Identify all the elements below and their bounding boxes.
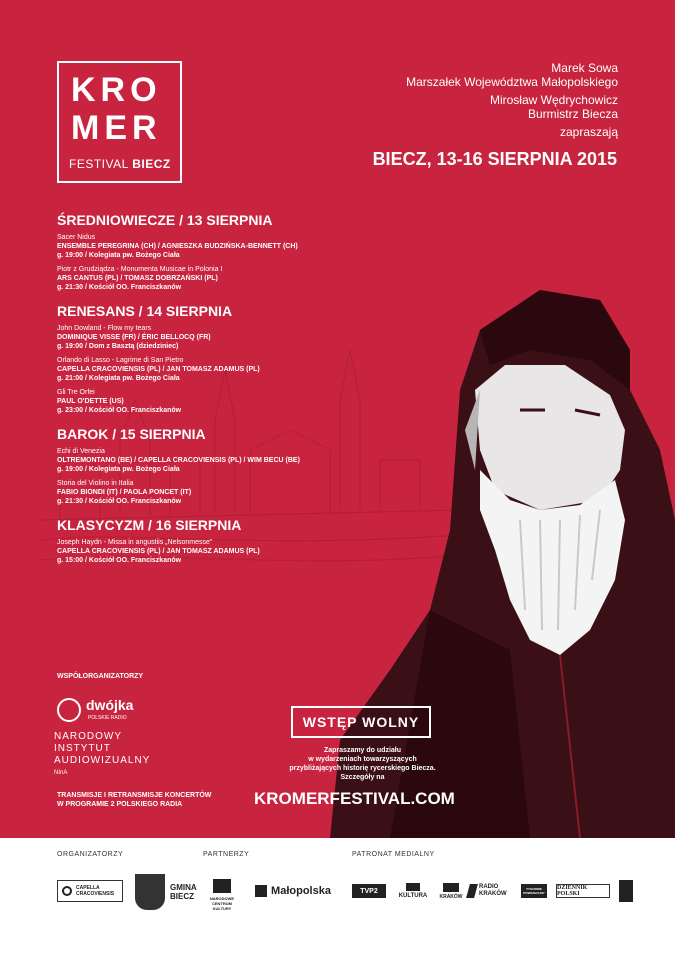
era-title: RENESANS / 14 SIERPNIA bbox=[57, 303, 233, 319]
capella-cracoviensis-logo bbox=[57, 880, 123, 902]
nina-line: NARODOWY bbox=[54, 731, 122, 742]
invite-line: w wydarzeniach towarzyszących bbox=[308, 756, 417, 763]
concert-item bbox=[57, 265, 347, 292]
gmina-text: BIECZ bbox=[170, 892, 194, 901]
events-invitation bbox=[275, 746, 450, 782]
free-entry-badge: WSTĘP WOLNY bbox=[291, 706, 431, 738]
nina-logo bbox=[54, 731, 150, 767]
media-label: PATRONAT MEDIALNY bbox=[352, 851, 435, 858]
concert-title: Echi di Venezia bbox=[57, 448, 105, 455]
nina-line: AUDIOWIZUALNY bbox=[54, 755, 151, 766]
host-invite: zapraszają bbox=[559, 125, 618, 139]
host-name-2: Mirosław Wędrychowicz bbox=[489, 93, 618, 107]
concert-item bbox=[57, 479, 347, 506]
nina-line: INSTYTUT bbox=[54, 743, 111, 754]
tygodnik-text: POWSZECHNY bbox=[523, 891, 545, 895]
host-role-1: Marszałek Województwa Małopolskiego bbox=[406, 75, 618, 89]
festival-dates: BIECZ, 13-16 SIERPNIA 2015 bbox=[372, 149, 617, 169]
dwojka-subtext: POLSKIE RADIO bbox=[88, 715, 127, 721]
gmina-text: GMINA bbox=[170, 883, 197, 892]
hosts-block bbox=[406, 61, 618, 139]
tygodnik-powszechny-logo bbox=[521, 884, 547, 898]
concert-item bbox=[57, 356, 347, 383]
ncc-icon bbox=[213, 879, 231, 893]
concert-performers: ENSEMBLE PEREGRINA (CH) / AGNIESZKA BUDZIŃSKA-BENNETT (CH) bbox=[57, 243, 298, 250]
concert-title: Sacer Nidus bbox=[57, 234, 96, 241]
malopolska-icon bbox=[255, 885, 267, 897]
tygodnik-text: TYGODNIK bbox=[526, 887, 542, 891]
logo-city-word: BIECZ bbox=[132, 157, 171, 171]
logo-line-2: MER bbox=[71, 109, 162, 147]
program bbox=[57, 211, 347, 575]
era-title: KLASYCYZM / 16 SIERPNIA bbox=[57, 517, 242, 533]
radio-krakow-text: KRAKÓW bbox=[479, 891, 507, 897]
dziennik-text: DZIENNIK POLSKI bbox=[557, 885, 588, 897]
partners-label: PARTNERZY bbox=[203, 851, 250, 858]
kromer-festival-logo bbox=[57, 61, 182, 183]
ncc-logo bbox=[207, 873, 237, 917]
invite-line: przybliżających historię rycerskiego Biecza. bbox=[289, 765, 436, 772]
concert-time: g. 19:00 / Dom z Basztą (dziedziniec) bbox=[57, 343, 179, 350]
concert-performers: CAPELLA CRACOVIENSIS (PL) / JAN TOMASZ ADAMUS (PL) bbox=[57, 366, 260, 373]
concert-title: Gli Tre Orfei bbox=[57, 389, 95, 396]
dziennik-polski-logo bbox=[556, 884, 610, 898]
concert-item bbox=[57, 388, 347, 415]
concert-performers: DOMINIQUE VISSE (FR) / ÉRIC BELLOCQ (FR) bbox=[57, 334, 211, 341]
gmina-biecz-logo bbox=[170, 880, 200, 904]
capella-text: CRACOVIENSIS bbox=[76, 891, 115, 897]
logo-line-1: KRO bbox=[71, 71, 162, 109]
concert-title: Joseph Haydn - Missa in angustiis „Nelsonmesse" bbox=[57, 539, 213, 546]
tvp-kultura-text: KULTURA bbox=[398, 893, 428, 899]
ncc-text: CENTRUM bbox=[212, 901, 232, 906]
tvp-krakow-icon bbox=[443, 883, 459, 892]
concert-time: g. 23:00 / Kościół OO. Franciszkanów bbox=[57, 407, 182, 414]
concert-time: g. 15:00 / Kościół OO. Franciszkanów bbox=[57, 557, 182, 564]
concert-item bbox=[57, 538, 347, 565]
concert-performers: OLTREMONTANO (BE) / CAPELLA CRACOVIENSIS (PL) / WIM BECU (BE) bbox=[57, 457, 300, 464]
era-title: BAROK / 15 SIERPNIA bbox=[57, 426, 206, 442]
tvp-kultura-logo bbox=[396, 880, 430, 902]
concert-time: g. 21:30 / Kościół OO. Franciszkanów bbox=[57, 498, 182, 505]
concert-performers: FABIO BIONDI (IT) / PAOLA PONCET (IT) bbox=[57, 489, 192, 496]
broadcast-line: W PROGRAMIE 2 POLSKIEGO RADIA bbox=[57, 801, 183, 808]
tvp-krakow-text: KRAKÓW bbox=[439, 893, 463, 900]
dwojka-icon bbox=[57, 698, 81, 722]
ncc-text: KULTURY bbox=[212, 906, 232, 911]
logo-festival-word: FESTIVAL bbox=[69, 157, 129, 171]
broadcast-line: TRANSMISJE I RETRANSMISJE KONCERTÓW bbox=[57, 792, 212, 799]
concert-item bbox=[57, 324, 347, 351]
organizers-label: ORGANIZATORZY bbox=[57, 851, 124, 858]
era-baroque bbox=[57, 425, 347, 506]
radio-krakow-text: RADIO bbox=[479, 884, 499, 890]
concert-performers: CAPELLA CRACOVIENSIS (PL) / JAN TOMASZ ADAMUS (PL) bbox=[57, 548, 260, 555]
era-title: ŚREDNIOWIECZE / 13 SIERPNIA bbox=[57, 212, 273, 228]
concert-time: g. 19:00 / Kolegiata pw. Bożego Ciała bbox=[57, 466, 180, 473]
website-link[interactable]: KROMERFESTIVAL.COM bbox=[254, 789, 455, 808]
concert-time: g. 21:00 / Kolegiata pw. Bożego Ciała bbox=[57, 375, 180, 382]
era-renaissance bbox=[57, 302, 347, 415]
nina-abbreviation: NInA bbox=[54, 770, 68, 776]
gmina-biecz-crest-icon bbox=[135, 874, 165, 910]
era-medieval bbox=[57, 211, 347, 292]
tvp2-text: TVP2 bbox=[360, 887, 378, 895]
era-classicism bbox=[57, 516, 347, 565]
invite-line: Zapraszamy do udziału bbox=[323, 747, 402, 754]
concert-time: g. 21:30 / Kościół OO. Franciszkanów bbox=[57, 284, 182, 291]
radio-krakow-icon bbox=[466, 884, 478, 898]
concert-title: Orlando di Lasso - Lagrime di San Pietro bbox=[57, 357, 184, 364]
host-name-1: Marek Sowa bbox=[551, 61, 618, 75]
media-patron-icon bbox=[619, 880, 633, 902]
host-role-2: Burmistrz Biecza bbox=[527, 107, 618, 121]
tvp2-logo bbox=[352, 884, 386, 898]
broadcast-note bbox=[57, 791, 211, 809]
invite-line: Szczegóły na bbox=[340, 774, 385, 781]
capella-icon bbox=[62, 886, 72, 896]
coorganizers-label: WSPÓŁORGANIZATORZY bbox=[57, 673, 144, 680]
dwojka-logo-text: dwójka bbox=[86, 697, 134, 713]
concert-title: Piotr z Grudziądza - Monumenta Musicae in Polonia I bbox=[57, 266, 223, 273]
capella-text: CAPELLA bbox=[76, 885, 100, 891]
concert-time: g. 19:00 / Kolegiata pw. Bożego Ciała bbox=[57, 252, 180, 259]
logo-subtitle bbox=[69, 157, 171, 171]
ncc-text: NARODOWE bbox=[209, 896, 235, 901]
concert-title: John Dowland - Flow my tears bbox=[57, 325, 152, 332]
tvp-kultura-icon bbox=[406, 883, 420, 891]
concert-performers: ARS CANTUS (PL) / TOMASZ DOBRZAŃSKI (PL) bbox=[57, 275, 218, 282]
tvp-krakow-logo bbox=[438, 880, 464, 902]
concert-title: Storia del Violino in Italia bbox=[57, 480, 134, 487]
concert-item bbox=[57, 447, 347, 474]
malopolska-logo bbox=[250, 883, 336, 899]
malopolska-text: Małopolska bbox=[271, 885, 331, 897]
radio-krakow-logo bbox=[468, 880, 514, 902]
concert-item bbox=[57, 233, 347, 260]
concert-performers: PAUL O'DETTE (US) bbox=[57, 398, 124, 405]
